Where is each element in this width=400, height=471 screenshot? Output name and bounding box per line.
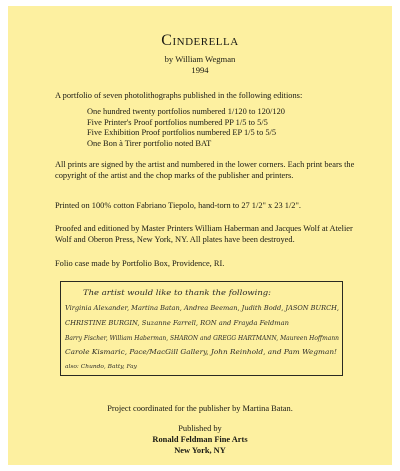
editions-list: [87, 107, 285, 149]
publisher-label: Published by: [178, 424, 222, 433]
page-title: Cinderella: [161, 32, 239, 49]
edition-line: Five Exhibition Proof portfolios numbered EP 1/5 to 5/5: [87, 128, 277, 138]
thanks-line: also: Chundo, Batty, Fay: [65, 364, 138, 370]
thanks-line: Virginia Alexander, Martina Batan, Andrea Beeman, Judith Bodd, JASON BURCH,: [65, 304, 339, 312]
signature-note: All prints are signed by the artist and numbered in the lower corners. Each print bears the copyright of the artist and the chop marks of the publisher and printers.: [55, 160, 355, 180]
thanks-line: CHRISTINE BURGIN, Suzanne Farrell, RON and Frayda Feldman: [65, 319, 289, 327]
colophon-sheet: [8, 6, 392, 465]
thanks-line: The artist would like to thank the following:: [83, 288, 272, 297]
thanks-line: Barry Fischer, William Haberman, SHARON and GREGG HARTMANN, Maureen Hoffmann: [64, 335, 340, 342]
paper-note: Printed on 100% cotton Fabriano Tiepolo, hand-torn to 27 1/2" x 23 1/2".: [55, 201, 301, 210]
handwritten-thanks-box: [60, 281, 343, 376]
intro-text: A portfolio of seven photolithographs published in the following editions:: [55, 91, 303, 100]
edition-line: One Bon à Tirer portfolio noted BAT: [87, 138, 212, 148]
proofing-note: Proofed and editioned by Master Printers William Haberman and Jacques Wolf at Atelier Wolf and Oberon Press, New York, NY. All plates have been destroyed.: [55, 224, 353, 244]
byline: by William Wegman: [164, 54, 236, 64]
year: 1994: [191, 65, 209, 75]
folio-note: Folio case made by Portfolio Box, Providence, RI.: [55, 259, 225, 268]
edition-line: One hundred twenty portfolios numbered 1/120 to 120/120: [87, 107, 285, 116]
publisher-city: New York, NY: [174, 446, 226, 455]
edition-line: Five Printer's Proof portfolios numbered PP 1/5 to 5/5: [87, 117, 268, 127]
thanks-line: Carole Kismaric, Pace/MacGill Gallery, John Reinhold, and Pam Wegman!: [65, 349, 338, 356]
publisher-name: Ronald Feldman Fine Arts: [152, 435, 248, 444]
coordination-note: Project coordinated for the publisher by Martina Batan.: [107, 404, 293, 413]
handwritten-thanks: [61, 282, 344, 377]
